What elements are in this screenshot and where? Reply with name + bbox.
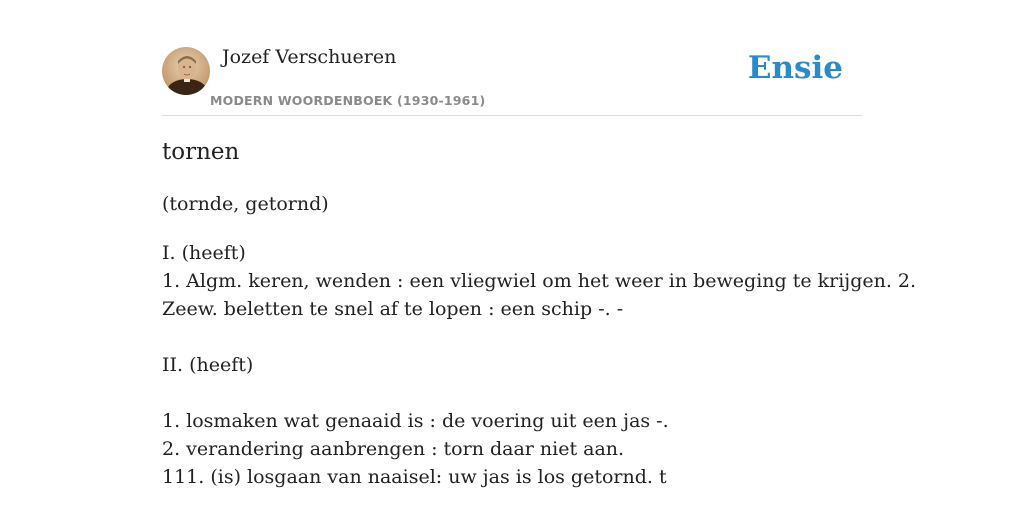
definition-line: II. (heeft)	[162, 354, 254, 376]
entry-forms: (tornde, getornd)	[162, 193, 329, 215]
definition-line: Zeew. beletten te snel af te lopen : een schip -. -	[162, 298, 624, 320]
definition-line: I. (heeft)	[162, 242, 246, 264]
entry-term: tornen	[162, 139, 240, 165]
definition-line	[162, 379, 842, 407]
author-avatar[interactable]	[162, 47, 210, 95]
definition-line: 1. Algm. keren, wenden : een vliegwiel om het weer in beweging te krijgen. 2.	[162, 270, 917, 292]
ensie-logo[interactable]: Ensie	[747, 50, 843, 86]
definition-line: 111. (is) losgaan van naaisel: uw jas is los getornd. t	[162, 466, 667, 488]
entry-header	[162, 44, 862, 116]
definition-line	[162, 323, 842, 351]
definition-line: 1. losmaken wat genaaid is : de voering uit een jas -.	[162, 410, 669, 432]
author-name[interactable]: Jozef Verschueren	[222, 46, 397, 68]
entry-definition	[162, 239, 917, 491]
definition-line: 2. verandering aanbrengen : torn daar niet aan.	[162, 438, 625, 460]
portrait-icon	[162, 47, 210, 95]
source-name[interactable]: MODERN WOORDENBOEK (1930-1961)	[210, 93, 486, 108]
